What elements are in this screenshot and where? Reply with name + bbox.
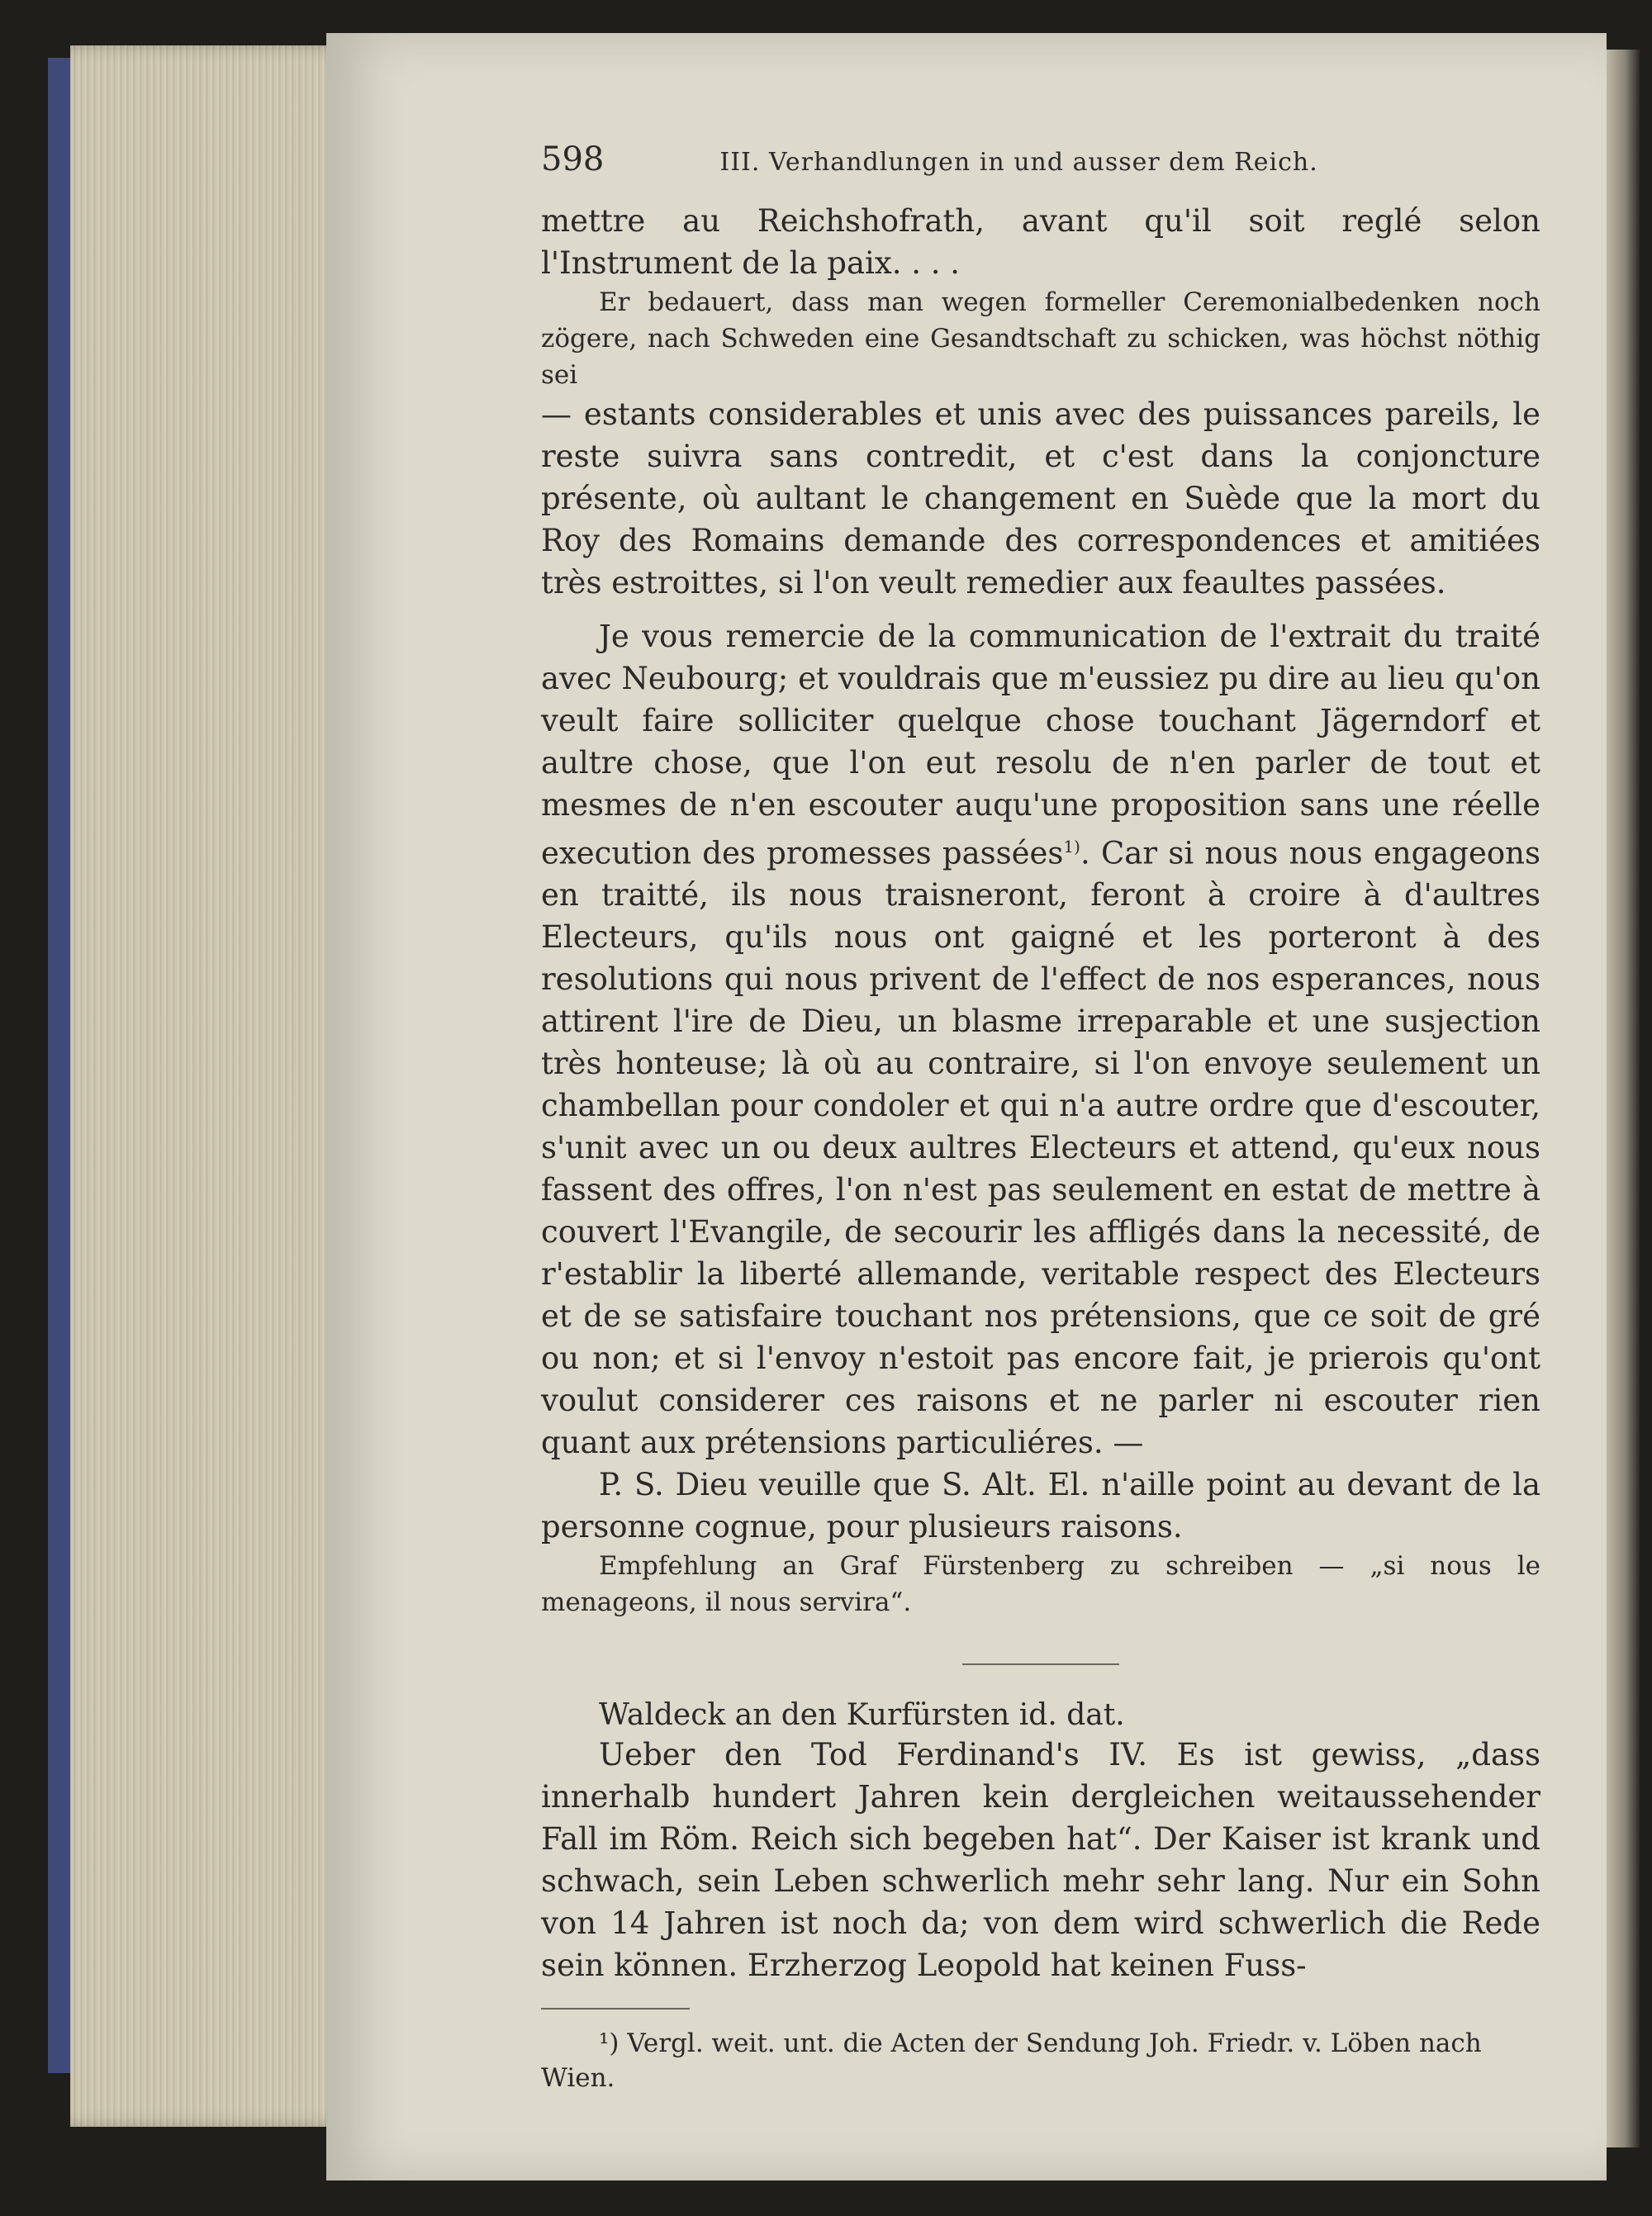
page-number: 598	[541, 140, 605, 178]
section-divider	[962, 1663, 1119, 1665]
paragraph-1: mettre au Reichshofrath, avant qu'il soit reglé selon l'Instrument de la paix. . . .	[541, 203, 1540, 281]
letter-text: Ueber den Tod Ferdinand's IV. Es ist gewiss, „dass innerhalb hundert Jahren kein dergleichen weitaussehender Fall im Röm. Reich sich begeben hat“. Der Kaiser ist krank und schwach, sein Leben schwerlich mehr sehr lang. Nur ein Sohn von 14 Jahren ist noch da; von dem wird schwerlich die Rede sein können. Erzherzog Leopold hat keinen Fuss-	[541, 1737, 1540, 1984]
paragraph-2: Er bedauert, dass man wegen formeller Ceremonialbedenken noch zögere, nach Schweden eine Gesandtschaft zu schicken, was höchst nöthig sei	[541, 287, 1540, 390]
paragraph-4	[541, 615, 1540, 1464]
book-page	[326, 33, 1607, 2180]
paragraph-6: Empfehlung an Graf Fürstenberg zu schreiben — „si nous le menageons, il nous servira“.	[541, 1551, 1540, 1618]
facing-page-edge	[1602, 50, 1640, 2147]
paragraph-4-part-b: . Car si nous nous engageons en traitté, ils nous traisneront, feront à croire à d'aultres Electeurs, qu'ils nous ont gaigné et les porteront à des resolutions qui nous privent de l'effect de nos esperances, nous attirent l'ire de Dieu, un blasme irreparable et une susjection très honteuse; là où au contraire, si l'on envoye seulement un chambellan pour condoler et qui n'a autre ordre que d'escouter, s'unit avec un ou deux aultres Electeurs et attend, qu'eux nous fassent des offres, l'on n'est pas seulement en estat de mettre à couvert l'Evangile, de secourir les affligés dans la necessité, de r'establir la liberté allemande, veritable respect des Electeurs et de se satisfaire touchant nos prétensions, que ce soit de gré ou non; et si l'envoy n'estoit pas encore fait, je prierois qu'ont voulut considerer ces raisons et ne parler ni escouter rien quant aux prétensions particuliéres. —	[541, 835, 1540, 1461]
page-text	[541, 140, 1540, 2095]
paragraph-3: — estants considerables et unis avec des puissances pareils, le reste suivra sans contredit, et c'est dans la conjoncture présente, où aultant le changement en Suède que la mort du Roy des Romains demande des correspondences et amitiées très estroittes, si l'on veult remedier aux feaultes passées.	[541, 396, 1540, 600]
paragraph-4-part-a: Je vous remercie de la communication de l'extrait du traité avec Neubourg; et vouldrais que m'eussiez pu dire au lieu qu'on veult faire solliciter quelque chose touchant Jägerndorf et aultre chose, que l'on eut resolu de n'en parler de tout et mesmes de n'en escouter auqu'une proposition sans une réelle execution des promesses passées	[541, 619, 1540, 871]
page-header	[541, 140, 1540, 178]
paragraph-5: P. S. Dieu veuille que S. Alt. El. n'aille point au devant de la personne cognue, pour plusieurs raisons.	[541, 1467, 1540, 1545]
footnote: ¹) Vergl. weit. unt. die Acten der Sendung Joh. Friedr. v. Löben nach Wien.	[541, 2029, 1482, 2094]
running-head: III. Verhandlungen in und ausser dem Reich.	[719, 148, 1318, 177]
footnote-reference: 1)	[1063, 837, 1080, 857]
letter-heading: Waldeck an den Kurfürsten id. dat.	[599, 1698, 1125, 1733]
footnote-rule	[541, 2008, 690, 2010]
